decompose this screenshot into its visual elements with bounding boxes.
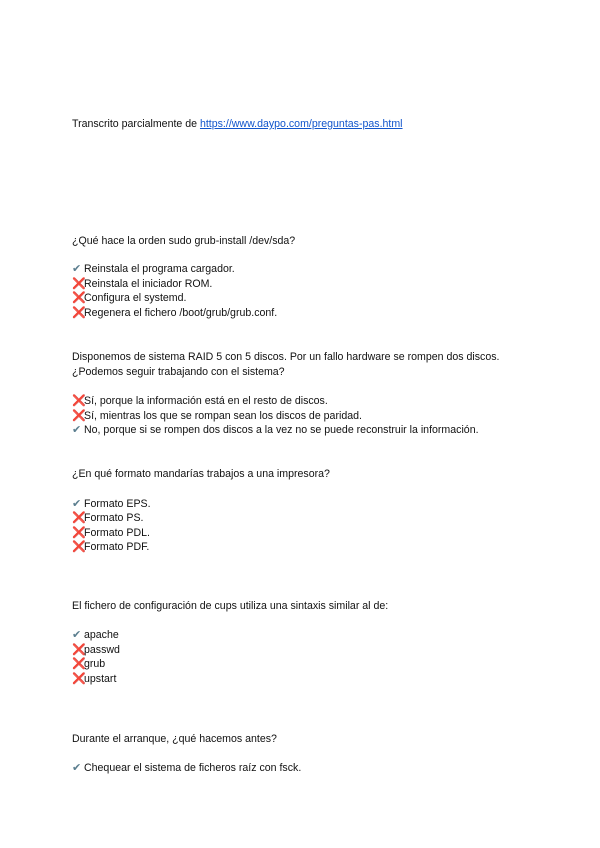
cross-icon: ❌ — [72, 395, 86, 408]
question-3-option-4 — [72, 540, 149, 555]
cross-icon: ❌ — [72, 410, 86, 423]
question-2-text-line-1: Disponemos de sistema RAID 5 con 5 discos. Por un fallo hardware se rompen dos discos. — [72, 351, 500, 363]
question-2-text-line-2: ¿Podemos seguir trabajando con el sistema? — [72, 366, 285, 378]
cross-icon: ❌ — [72, 512, 86, 525]
cross-icon: ❌ — [72, 658, 86, 671]
question-3-text: ¿En qué formato mandarías trabajos a una impresora? — [72, 468, 330, 480]
option-text: Sí, porque la información está en el resto de discos. — [84, 395, 328, 407]
question-4-option-2 — [72, 643, 120, 658]
question-2-option-2 — [72, 409, 362, 424]
question-3-option-2 — [72, 511, 143, 526]
cross-icon: ❌ — [72, 292, 86, 305]
question-1-option-4 — [72, 306, 277, 321]
option-text: apache — [84, 629, 119, 641]
checkmark-icon: ✔ — [72, 424, 82, 437]
question-2-option-3 — [72, 423, 479, 438]
question-1-text: ¿Qué hace la orden sudo grub-install /dev/sda? — [72, 235, 296, 247]
cross-icon: ❌ — [72, 278, 86, 291]
option-text: Configura el systemd. — [84, 292, 187, 304]
source-prefix: Transcrito parcialmente de — [72, 118, 200, 130]
question-5-text: Durante el arranque, ¿qué hacemos antes? — [72, 733, 277, 745]
question-1-option-3 — [72, 291, 186, 306]
option-text: Reinstala el iniciador ROM. — [84, 278, 213, 290]
checkmark-icon: ✔ — [72, 629, 82, 642]
question-1-option-1 — [72, 262, 235, 277]
question-3-option-1 — [72, 497, 151, 512]
option-text: Regenera el fichero /boot/grub/grub.conf. — [84, 307, 278, 319]
option-text: Formato EPS. — [84, 498, 151, 510]
cross-icon: ❌ — [72, 673, 86, 686]
option-text: grub — [84, 658, 106, 670]
question-5-option-1 — [72, 761, 301, 776]
question-4-text: El fichero de configuración de cups utiliza una sintaxis similar al de: — [72, 600, 389, 612]
question-1-option-2 — [72, 277, 212, 292]
checkmark-icon: ✔ — [72, 263, 82, 276]
option-text: upstart — [84, 673, 117, 685]
source-line — [72, 117, 403, 132]
cross-icon: ❌ — [72, 644, 86, 657]
cross-icon: ❌ — [72, 527, 86, 540]
option-text: Chequear el sistema de ficheros raíz con fsck. — [84, 762, 302, 774]
checkmark-icon: ✔ — [72, 498, 82, 511]
question-3-option-3 — [72, 526, 150, 541]
question-4-option-4 — [72, 672, 116, 687]
question-4-option-3 — [72, 657, 105, 672]
question-2-option-1 — [72, 394, 328, 409]
option-text: Formato PDF. — [84, 541, 150, 553]
cross-icon: ❌ — [72, 541, 86, 554]
option-text: Sí, mientras los que se rompan sean los discos de paridad. — [84, 410, 362, 422]
option-text: No, porque si se rompen dos discos a la vez no se puede reconstruir la información. — [84, 424, 479, 436]
option-text: Formato PS. — [84, 512, 144, 524]
option-text: Formato PDL. — [84, 527, 150, 539]
question-4-option-1 — [72, 628, 119, 643]
checkmark-icon: ✔ — [72, 762, 82, 775]
cross-icon: ❌ — [72, 307, 86, 320]
option-text: passwd — [84, 644, 120, 656]
source-link[interactable]: https://www.daypo.com/preguntas-pas.html — [199, 118, 403, 130]
option-text: Reinstala el programa cargador. — [84, 263, 235, 275]
